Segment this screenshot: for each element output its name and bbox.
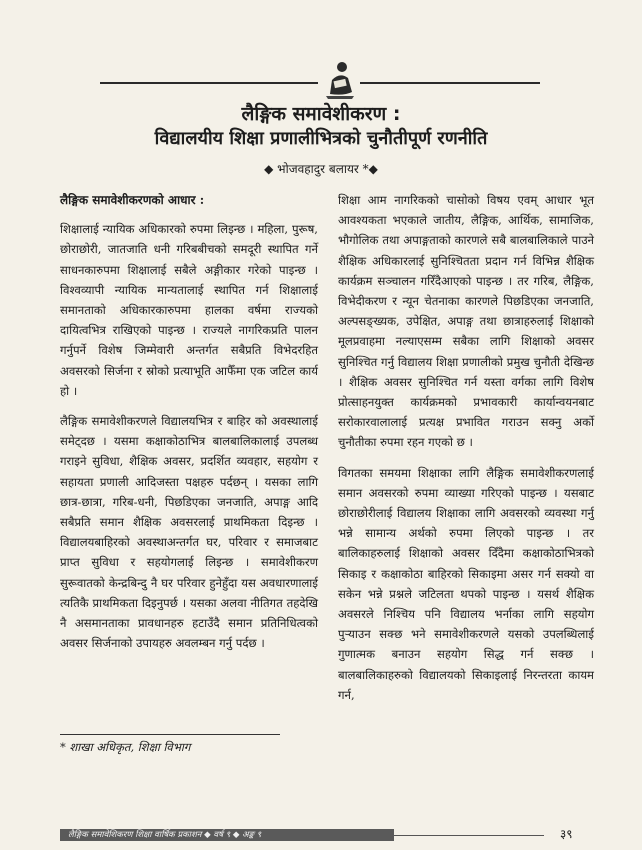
section-heading: लैङ्गिक समावेशीकरणको आधार :	[60, 193, 205, 207]
article-title-line-2: विद्यालयीय शिक्षा प्रणालीभित्रको चुनौतीपूर्ण रणनीति	[154, 128, 488, 149]
paragraph: विगतका समयमा शिक्षाका लागि लैङ्गिक समावेशीकरणलाई समान अवसरको रुपमा व्याख्या गरिएको पाइन्छ । यसबाट छोराछोरीलाई विद्यालय शिक्षाका लागि अवसरको व्यवस्था गर्नु भन्ने सामान्य अर्थको रुपमा लिएको पाइन्छ । तर बालिकाहरुलाई शिक्षाको अवसर दिँदैमा कक्षाकोठाभित्रको सिकाइ र कक्षाकोठा बाहिरको सिकाइमा असर गर्न सक्यो वा सकेन भन्ने प्रश्नले जटिलता थपको पाइन्छ । यसर्थ शैक्षिक अवसरले निश्चिय पनि विद्यालय भर्नाका लागि सहयोग पुऱ्याउन सक्छ भने समावेशीकरणले यसको उपलब्धिलाई गुणात्मक बनाउन सहयोग सिद्ध गर्न सक्छ । बालबालिकाहरुको विद्यालयको सिकाइलाई निरन्तरता कायम गर्न,	[338, 465, 594, 702]
author-byline: ◆ भोजवहादुर बलायर *◆	[264, 162, 378, 176]
ornament-rule-left	[100, 82, 318, 84]
journal-footer-bar: लैङ्गिक समावेशिकरण शिक्षा वार्षिक प्रकाशन ◆ वर्ष ९ ◆ अङ्क ९	[60, 829, 394, 841]
left-column	[60, 190, 318, 663]
footnote: * शाखा अधिकृत, शिक्षा विभाग	[60, 740, 191, 754]
article-title-line-1: लैङ्गिक समावेशीकरण :	[241, 103, 401, 125]
ornament-rule-right	[360, 82, 540, 84]
paragraph: शिक्षा आम नागरिकको चासोको विषय एवम् आधार भूत आवश्यकता भएकाले जातीय, लैङ्गिक, आर्थिक, सामाजिक, भौगोलिक तथा अपाङ्गताको कारणले सबै बालबालिकाले पाउने शैक्षिक अधिकारलाई सुनिश्चितता प्रदान गर्न विभिन्न शैक्षिक कार्यक्रम सञ्चालन गरिँदैआएको पाइन्छ । तर गरिब, लैङ्गिक, विभेदीकरण र न्यून चेतनाका कारणले पिछडिएका जनजाति, अल्पसङ्ख्यक, उपेक्षित, अपाङ्ग तथा छात्राहरुलाई शिक्षाको मूलप्रवाहमा नल्याएसम्म सबैका लागि शिक्षाको अवसर सुनिश्चित गर्नु विद्यालय शिक्षा प्रणालीको प्रमुख चुनौती देखिन्छ । शैक्षिक अवसर सुनिश्चित गर्न यस्ता वर्गका लागि विशेष प्रोत्साहनयुक्त कार्यक्रमको प्रभावकारी कार्यान्वयनबाट सरोकारवालालाई प्रत्यक्ष प्रभावित गराउन सक्नु अर्को चुनौतीका रुपमा रहन गएको छ ।	[338, 193, 594, 450]
reading-figure-icon	[322, 60, 358, 100]
right-column	[338, 190, 594, 715]
footer-rule	[394, 835, 544, 836]
paragraph: लैङ्गिक समावेशीकरणले विद्यालयभित्र र बाहिर को अवस्थालाई समेट्दछ । यसमा कक्षाकोठाभित्र बालबालिकालाई उपलब्ध गराइने सुविधा, शैक्षिक अवसर, प्रदर्शित व्यवहार, सहयोग र सहायता प्रणाली आदिजस्ता पक्षहरु पर्दछन् । यसका लागि छात्र-छात्रा, गरिब-धनी, पिछडिएका जनजाति, अपाङ्ग आदि सबैप्रति समान शैक्षिक अवसरलाई प्राथमिकता दिइन्छ । विद्यालयबाहिरको अवस्थाअन्तर्गत घर, परिवार र समाजबाट प्राप्त सुविधा र सहयोगलाई लिइन्छ । समावेशीकरण सुरूवातको केन्द्रबिन्दु नै घर परिवार हुनेहुँदा यस अवधारणालाई त्यतिकै प्राथमिकता दिइनुपर्छ । यसका अलवा नीतिगत तहदेखि नै असमानताका प्रावधानहरु हटाउँदै समान प्रतिनिधित्वको अवसर सिर्जनाको उपायहरु अवलम्बन गर्नु पर्दछ ।	[60, 414, 318, 651]
footnote-rule	[60, 734, 280, 735]
paragraph: शिक्षालाई न्यायिक अधिकारको रुपमा लिइन्छ । महिला, पुरूष, छोराछोरी, जातजाति धनी गरिबबीचको समदूरी स्थापित गर्ने साधनकारुपमा शिक्षालाई सबैले अङ्गीकार गरेको पाइन्छ । विश्वव्यापी न्यायिक मान्यतालाई स्थापित गर्न शिक्षालाई समानताको अधिकारकारुपमा हालका वर्षमा राज्यको दायित्वभित्र राखिएको पाइन्छ । राज्यले नागरिकप्रति पालन गर्नुपर्ने विशेष जिम्मेवारी अन्तर्गत सबैप्रति विभेदरहित अवसरको सिर्जना र स्रोको प्रत्याभूति आफैँमा एक जटिल कार्य हो ।	[60, 222, 318, 398]
page-number: ३९	[560, 827, 573, 841]
